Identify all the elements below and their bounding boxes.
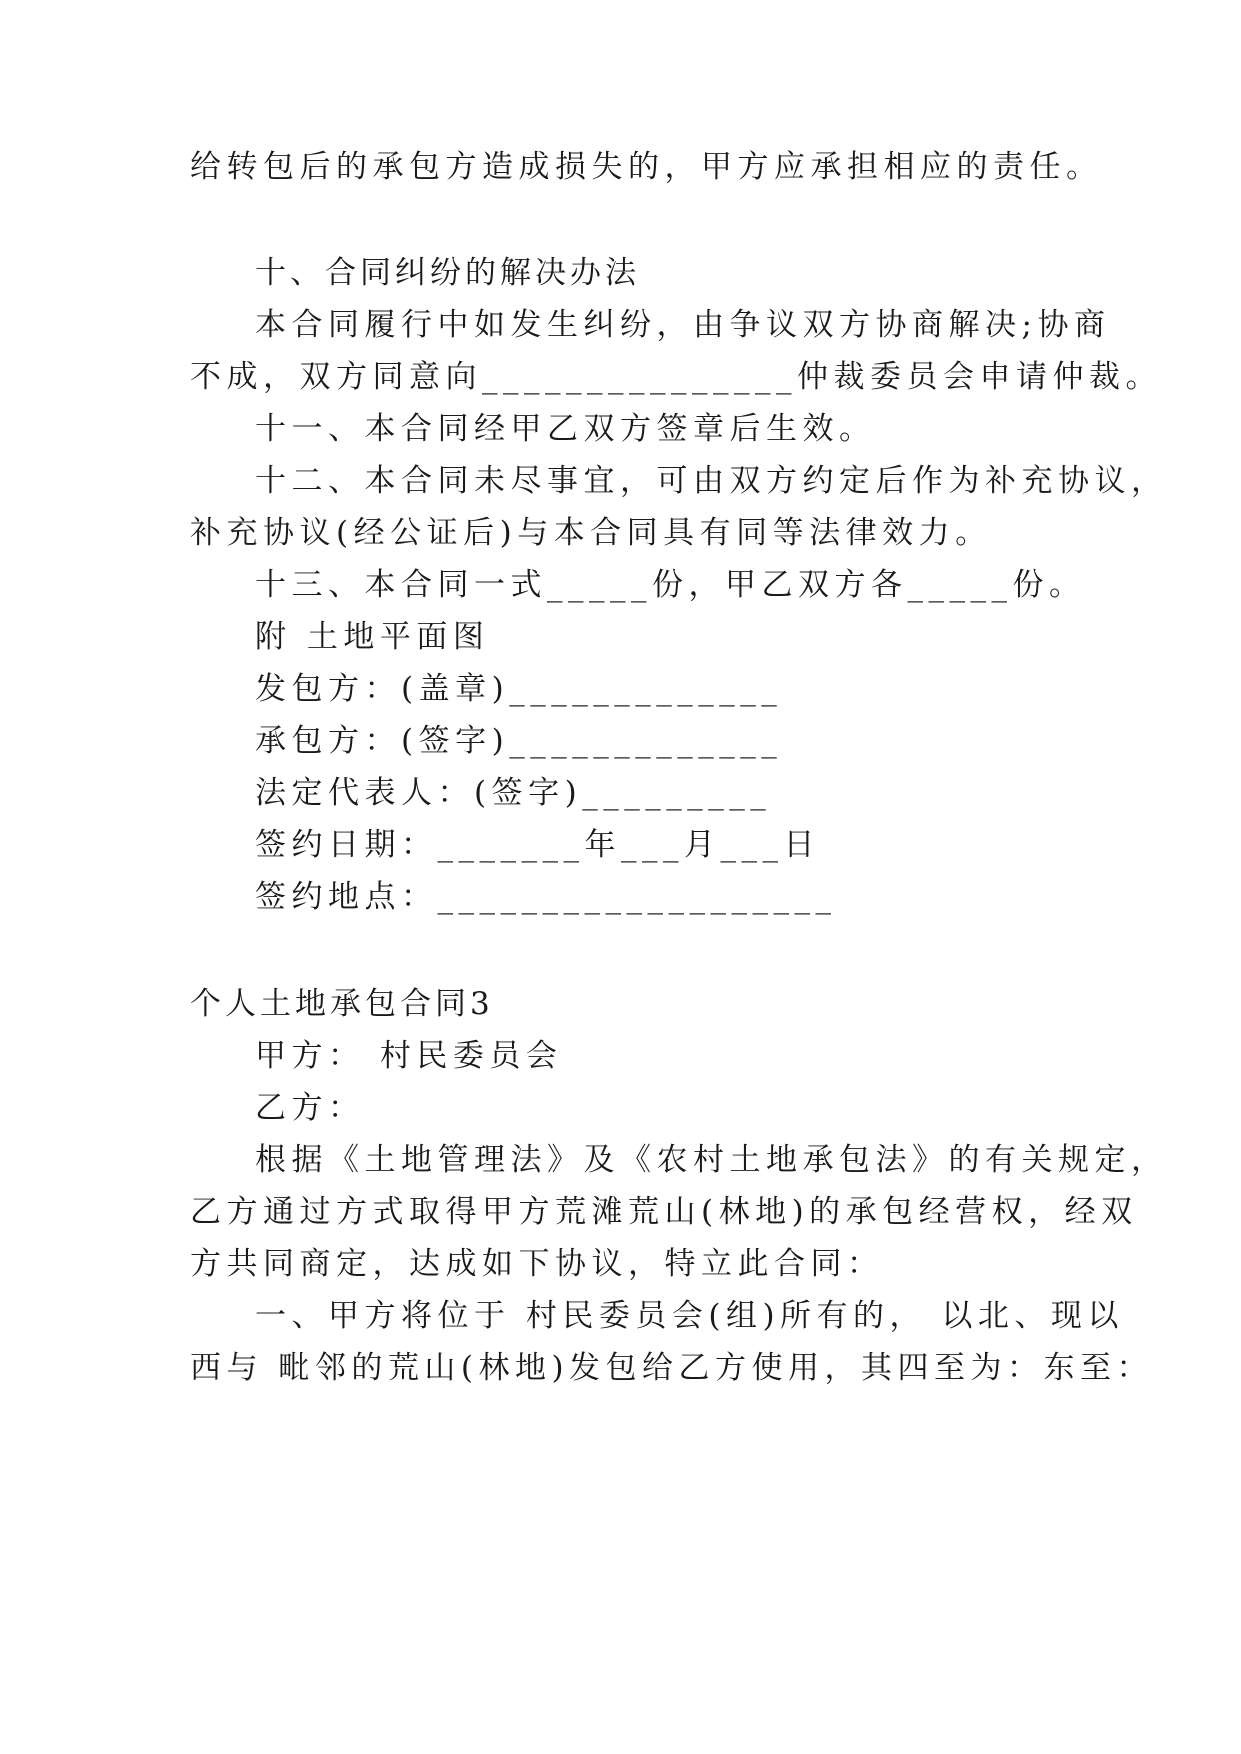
paragraph-line: 西与 毗邻的荒山(林地)发包给乙方使用，其四至为：东至： bbox=[190, 1350, 1154, 1386]
section-heading: 十、合同纠纷的解决办法 bbox=[255, 255, 640, 291]
signing-date-line: 签约日期：_______年___月___日 bbox=[255, 827, 820, 863]
signature-line: 法定代表人：(签字)_________ bbox=[255, 775, 772, 811]
paragraph-line: 不成，双方同意向_______________仲裁委员会申请仲裁。 bbox=[190, 359, 1162, 395]
paragraph-line: 乙方通过方式取得甲方荒滩荒山(林地)的承包经营权，经双 bbox=[190, 1194, 1138, 1230]
paragraph-line: 一、甲方将位于 村民委员会(组)所有的， 以北、现以 bbox=[255, 1298, 1124, 1334]
party-b-line: 乙方： bbox=[255, 1090, 365, 1126]
paragraph-line: 十二、本合同未尽事宜，可由双方约定后作为补充协议， bbox=[255, 463, 1168, 499]
paragraph-line: 补充协议(经公证后)与本合同具有同等法律效力。 bbox=[190, 515, 992, 551]
signing-place-line: 签约地点：___________________ bbox=[255, 879, 837, 915]
paragraph-line: 方共同商定，达成如下协议，特立此合同： bbox=[190, 1246, 884, 1282]
party-a-line: 甲方： 村民委员会 bbox=[255, 1038, 563, 1074]
attachment-line: 附 土地平面图 bbox=[255, 619, 490, 655]
paragraph-line: 根据《土地管理法》及《农村土地承包法》的有关规定， bbox=[255, 1142, 1168, 1178]
signature-line: 承包方：(签字)_____________ bbox=[255, 723, 783, 759]
signature-line: 发包方：(盖章)_____________ bbox=[255, 671, 783, 707]
paragraph-line: 本合同履行中如发生纠纷，由争议双方协商解决;协商 bbox=[255, 307, 1111, 343]
paragraph-line: 十三、本合同一式_____份，甲乙双方各_____份。 bbox=[255, 567, 1086, 603]
paragraph-line: 十一、本合同经甲乙双方签章后生效。 bbox=[255, 411, 876, 447]
document-title: 个人土地承包合同3 bbox=[190, 986, 494, 1022]
paragraph-line: 给转包后的承包方造成损失的，甲方应承担相应的责任。 bbox=[190, 149, 1103, 185]
